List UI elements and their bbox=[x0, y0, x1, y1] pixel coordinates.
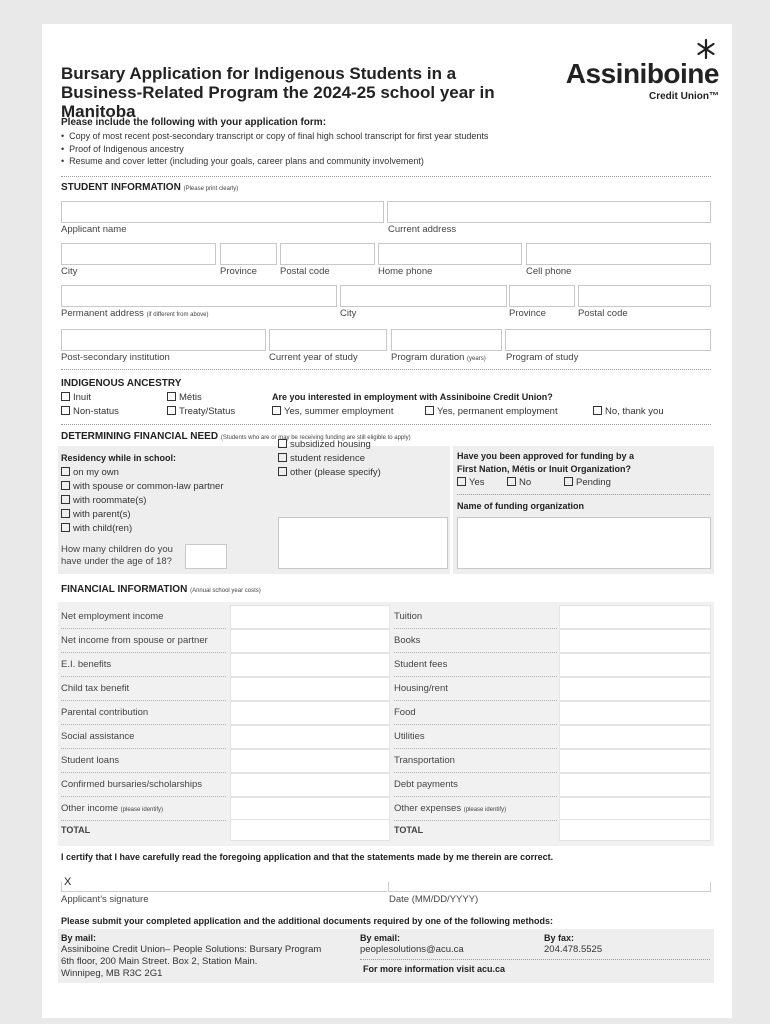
program-of-study-label: Program of study bbox=[506, 352, 579, 363]
divider bbox=[61, 369, 711, 370]
income-label: Child tax benefit bbox=[61, 677, 226, 701]
year-of-study-input[interactable] bbox=[269, 329, 387, 351]
province-input[interactable] bbox=[220, 243, 277, 265]
divider bbox=[61, 424, 711, 425]
divider bbox=[61, 176, 711, 177]
income-label: Other income (please identify) bbox=[61, 797, 226, 821]
fax-block: By fax: 204.478.5525 bbox=[544, 933, 603, 955]
income-label: Student loans bbox=[61, 749, 226, 773]
income-label: Social assistance bbox=[61, 725, 226, 749]
income-label: Net employment income bbox=[61, 605, 226, 629]
funding-no-checkbox[interactable]: No bbox=[507, 477, 531, 488]
program-of-study-input[interactable] bbox=[505, 329, 711, 351]
permanent-province-label: Province bbox=[509, 308, 546, 319]
expense-amount-input[interactable] bbox=[559, 629, 711, 653]
expense-amount-input[interactable] bbox=[559, 725, 711, 749]
summer-employment-checkbox[interactable]: Yes, summer employment bbox=[272, 406, 393, 417]
expense-label: Utilities bbox=[394, 725, 557, 749]
student-residence-checkbox[interactable]: student residence bbox=[278, 452, 381, 466]
permanent-city-label: City bbox=[340, 308, 357, 319]
residency-left-options bbox=[61, 466, 223, 536]
form-title: Bursary Application for Indigenous Students in a Business-Related Program the 2024-25 school year in Manitoba bbox=[61, 64, 495, 121]
current-address-input[interactable] bbox=[387, 201, 711, 223]
logo-subtitle: Credit Union™ bbox=[649, 91, 719, 102]
home-phone-input[interactable] bbox=[378, 243, 522, 265]
children-question: How many children do you have under the age of 18? bbox=[61, 544, 173, 567]
more-info-link[interactable]: For more information visit acu.ca bbox=[363, 964, 506, 974]
year-of-study-label: Current year of study bbox=[269, 352, 358, 363]
permanent-address-input[interactable] bbox=[61, 285, 337, 307]
institution-input[interactable] bbox=[61, 329, 266, 351]
with-roommates-checkbox[interactable]: with roommate(s) bbox=[61, 494, 223, 508]
expense-amount-input[interactable] bbox=[559, 797, 711, 821]
permanent-province-input[interactable] bbox=[509, 285, 575, 307]
postal-code-input[interactable] bbox=[280, 243, 375, 265]
expense-total-label: TOTAL bbox=[394, 825, 424, 835]
include-list bbox=[61, 130, 488, 168]
expense-amount-input[interactable] bbox=[559, 653, 711, 677]
residency-heading: Residency while in school: bbox=[61, 453, 177, 463]
cell-phone-input[interactable] bbox=[526, 243, 711, 265]
with-parents-checkbox[interactable]: with parent(s) bbox=[61, 508, 223, 522]
income-label: Parental contribution bbox=[61, 701, 226, 725]
expense-label: Transportation bbox=[394, 749, 557, 773]
signature-input[interactable] bbox=[61, 882, 387, 892]
funding-yes-checkbox[interactable]: Yes bbox=[457, 477, 485, 488]
student-info-heading: STUDENT INFORMATION (Please print clearly) bbox=[61, 182, 239, 193]
form-page bbox=[42, 24, 732, 1018]
inuit-checkbox[interactable]: Inuit bbox=[61, 392, 91, 403]
applicant-name-label: Applicant name bbox=[61, 224, 127, 235]
include-item: • Resume and cover letter (including your goals, career plans and community involvement) bbox=[61, 156, 424, 166]
income-amount-input[interactable] bbox=[230, 653, 390, 677]
include-heading: Please include the following with your application form: bbox=[61, 117, 327, 128]
income-amount-input[interactable] bbox=[230, 797, 390, 821]
email-block: By email: peoplesolutions@acu.ca bbox=[360, 933, 464, 955]
expense-label: Food bbox=[394, 701, 557, 725]
postal-code-label: Postal code bbox=[280, 266, 330, 277]
permanent-postal-code-label: Postal code bbox=[578, 308, 628, 319]
expense-label: Books bbox=[394, 629, 557, 653]
mail-block: By mail: Assiniboine Credit Union– People Solutions: Bursary Program 6th floor, 200 Main Street. Box 2, Station Main. Winnipeg, MB R3C 2G1 bbox=[61, 933, 322, 979]
residency-right-options bbox=[278, 438, 381, 480]
permanent-city-input[interactable] bbox=[340, 285, 507, 307]
income-total-label: TOTAL bbox=[61, 825, 91, 835]
submit-heading: Please submit your completed application and the additional documents required by one of the following methods: bbox=[61, 916, 554, 926]
funding-pending-checkbox[interactable]: Pending bbox=[564, 477, 611, 488]
home-phone-label: Home phone bbox=[378, 266, 433, 277]
financial-info-heading: FINANCIAL INFORMATION (Annual school year costs) bbox=[61, 584, 261, 595]
with-spouse-checkbox[interactable]: with spouse or common-law partner bbox=[61, 480, 223, 494]
financial-need-heading: DETERMINING FINANCIAL NEED (Students who are or may be receiving funding are still eligible to apply) bbox=[61, 431, 411, 442]
signature-x: X bbox=[64, 876, 72, 888]
on-my-own-checkbox[interactable]: on my own bbox=[61, 466, 223, 480]
expense-amount-input[interactable] bbox=[559, 701, 711, 725]
expense-total-input[interactable] bbox=[559, 819, 711, 841]
metis-checkbox[interactable]: Métis bbox=[167, 392, 202, 403]
income-amount-input[interactable] bbox=[230, 749, 390, 773]
treaty-status-checkbox[interactable]: Treaty/Status bbox=[167, 406, 235, 417]
applicant-name-input[interactable] bbox=[61, 201, 384, 223]
with-children-checkbox[interactable]: with child(ren) bbox=[61, 522, 223, 536]
city-label: City bbox=[61, 266, 78, 277]
income-amount-input[interactable] bbox=[230, 725, 390, 749]
assiniboine-logo bbox=[554, 42, 719, 102]
expense-label: Student fees bbox=[394, 653, 557, 677]
current-address-label: Current address bbox=[388, 224, 457, 235]
logo-wordmark: Assiniboine bbox=[565, 58, 719, 89]
funding-org-input[interactable] bbox=[457, 517, 711, 569]
program-duration-label: Program duration (years) bbox=[391, 352, 486, 363]
children-count-input[interactable] bbox=[185, 544, 227, 569]
expense-amount-input[interactable] bbox=[559, 773, 711, 797]
permanent-address-label: Permanent address (if different from above) bbox=[61, 308, 209, 319]
other-residence-checkbox[interactable]: other (please specify) bbox=[278, 466, 381, 480]
divider bbox=[457, 494, 710, 495]
include-item: • Copy of most recent post-secondary transcript or copy of final high school transcript for first year students bbox=[61, 131, 489, 141]
signature-label: Applicant’s signature bbox=[61, 894, 149, 905]
income-amount-input[interactable] bbox=[230, 701, 390, 725]
institution-label: Post-secondary institution bbox=[61, 352, 170, 363]
income-amount-input[interactable] bbox=[230, 605, 390, 629]
email-link[interactable]: peoplesolutions@acu.ca bbox=[360, 944, 464, 955]
employment-question: Are you interested in employment with Assiniboine Credit Union? bbox=[272, 392, 553, 402]
expense-label: Other expenses (please identify) bbox=[394, 797, 557, 821]
funding-question: Have you been approved for funding by a First Nation, Métis or Inuit Organization? bbox=[457, 451, 635, 474]
income-label: Net income from spouse or partner bbox=[61, 629, 226, 653]
include-item: • Proof of Indigenous ancestry bbox=[61, 143, 184, 154]
expense-amount-input[interactable] bbox=[559, 677, 711, 701]
income-total-input[interactable] bbox=[230, 819, 390, 841]
income-amount-input[interactable] bbox=[230, 629, 390, 653]
permanent-postal-code-input[interactable] bbox=[578, 285, 711, 307]
certify-statement: I certify that I have carefully read the foregoing application and that the statements made by me therein are correct. bbox=[61, 852, 554, 862]
expense-label: Housing/rent bbox=[394, 677, 557, 701]
expense-label: Debt payments bbox=[394, 773, 557, 797]
province-label: Province bbox=[220, 266, 257, 277]
income-label: E.I. benefits bbox=[61, 653, 226, 677]
cell-phone-label: Cell phone bbox=[526, 266, 572, 277]
logo-star-icon bbox=[695, 38, 717, 60]
subsidized-housing-checkbox[interactable]: subsidized housing bbox=[278, 438, 381, 452]
expense-amount-input[interactable] bbox=[559, 749, 711, 773]
city-input[interactable] bbox=[61, 243, 216, 265]
income-amount-input[interactable] bbox=[230, 773, 390, 797]
date-label: Date (MM/DD/YYYY) bbox=[389, 894, 479, 905]
income-amount-input[interactable] bbox=[230, 677, 390, 701]
no-thank-you-checkbox[interactable]: No, thank you bbox=[593, 406, 664, 417]
permanent-employment-checkbox[interactable]: Yes, permanent employment bbox=[425, 406, 558, 417]
divider bbox=[360, 959, 710, 960]
non-status-checkbox[interactable]: Non-status bbox=[61, 406, 119, 417]
ancestry-heading: INDIGENOUS ANCESTRY bbox=[61, 378, 182, 389]
income-label: Confirmed bursaries/scholarships bbox=[61, 773, 226, 797]
funding-org-label: Name of funding organization bbox=[457, 501, 584, 511]
program-duration-input[interactable] bbox=[391, 329, 502, 351]
date-input[interactable] bbox=[388, 882, 711, 892]
other-specify-input[interactable] bbox=[278, 517, 448, 569]
expense-amount-input[interactable] bbox=[559, 605, 711, 629]
expense-label: Tuition bbox=[394, 605, 557, 629]
